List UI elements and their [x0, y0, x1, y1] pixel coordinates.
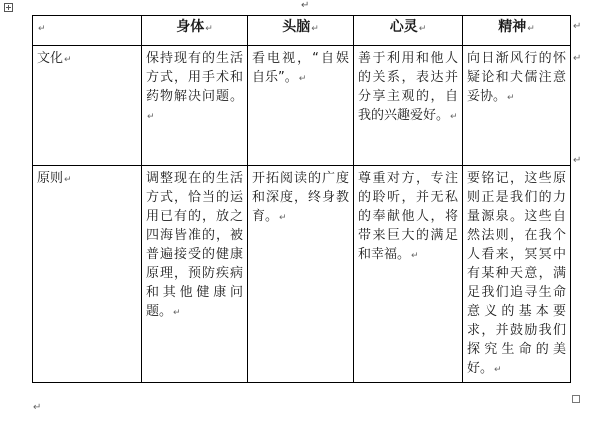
header-body[interactable]: 身体↵ [142, 16, 248, 46]
header-spirit[interactable]: 精神↵ [463, 16, 571, 46]
row-end-mark-culture: ↵ [573, 53, 582, 64]
comparison-table [32, 15, 571, 383]
header-heart[interactable]: 心灵↵ [354, 16, 463, 46]
cell-principle-mind[interactable]: 开拓阅读的广度和深度，终身教育。↵ [248, 166, 354, 383]
row-label-principle[interactable]: 原则↵ [33, 166, 142, 383]
cell-culture-heart[interactable]: 善于利用和他人的关系，表达并分享主观的，自我的兴趣爱好。↵ [354, 46, 463, 166]
cell-culture-body[interactable]: 保持现有的生活方式，用手术和药物解决问题。↵ [142, 46, 248, 166]
row-end-mark-principle: ↵ [573, 155, 582, 166]
cell-principle-heart[interactable]: 尊重对方，专注的聆听，并无私的奉献他人，将带来巨大的满足和幸福。↵ [354, 166, 463, 383]
cell-culture-spirit[interactable]: 向日渐风行的怀疑论和犬儒注意妥协。↵ [463, 46, 571, 166]
paragraph-mark-end: ↵ [33, 402, 42, 413]
header-mind[interactable]: 头脑↵ [248, 16, 354, 46]
cell-principle-spirit[interactable]: 要铭记，这些原则正是我们的力量源泉。这些自然法则，在我个人看来，冥冥中有某种天意，满足我们追寻生命意义的基本要求，并鼓励我们探究生命的美好。↵ [463, 166, 571, 383]
table-row-culture [33, 46, 571, 166]
table-move-handle[interactable] [4, 3, 13, 12]
cell-culture-mind[interactable]: 看电视，“自娱自乐”。↵ [248, 46, 354, 166]
row-label-culture[interactable]: 文化↵ [33, 46, 142, 166]
row-end-mark-header: ↵ [573, 21, 582, 32]
cell-principle-body[interactable]: 调整现在的生活方式，恰当的运用已有的，放之四海皆准的，被普遍接受的健康原理，预防疾病和其他健康问题。↵ [142, 166, 248, 383]
header-corner-cell[interactable]: ↵ [33, 16, 142, 46]
paragraph-mark-top: ↵ [301, 0, 310, 11]
table-header-row [33, 16, 571, 46]
table-resize-handle[interactable] [572, 395, 580, 403]
table-row-principle [33, 166, 571, 383]
